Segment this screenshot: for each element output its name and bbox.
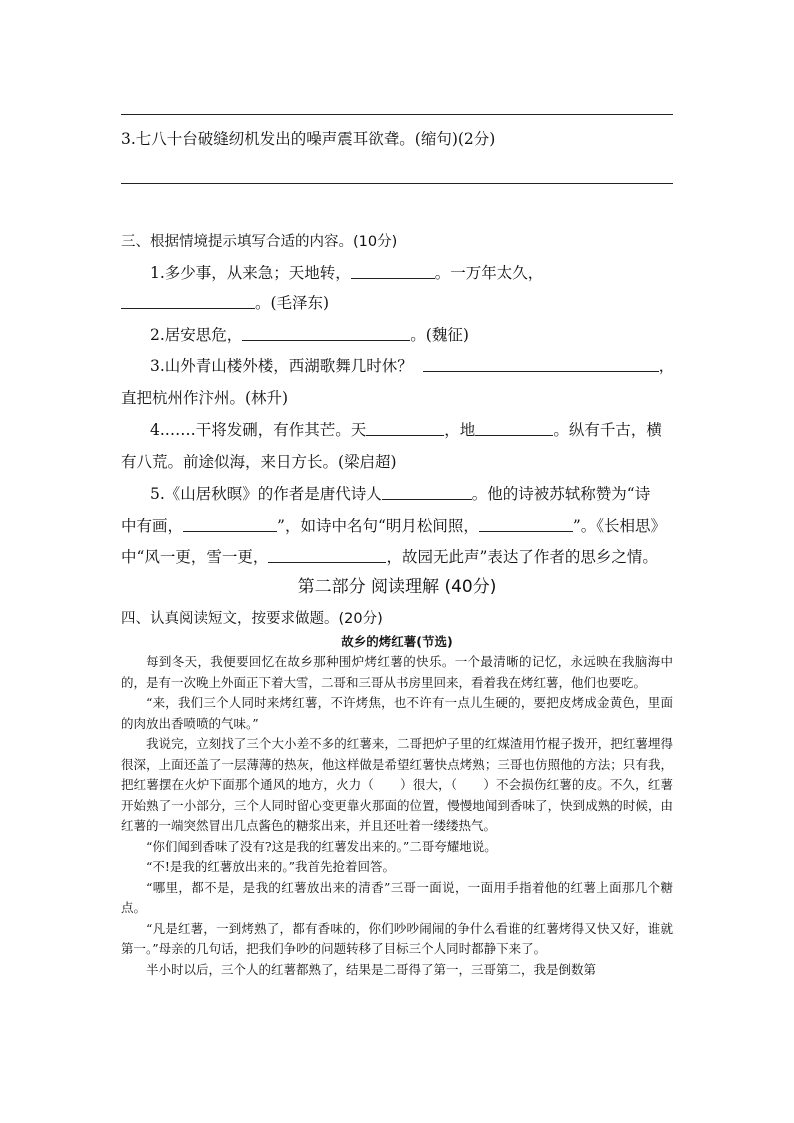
item-5-blank-2[interactable] bbox=[183, 517, 277, 532]
item-5-text-c: 中有画， bbox=[121, 517, 184, 535]
item-5-blank-1[interactable] bbox=[382, 485, 472, 500]
item-1-text-c: 。(毛泽东) bbox=[255, 294, 330, 312]
section-3-item-3-cont bbox=[121, 388, 288, 408]
item-5-text-f: 中“风一更，雪一更， bbox=[121, 548, 269, 566]
reading-passage bbox=[121, 652, 673, 980]
item-4-blank-1[interactable] bbox=[366, 421, 444, 436]
part-2-title: 第二部分 阅读理解 (40分) bbox=[297, 577, 497, 597]
item-5-blank-3[interactable] bbox=[479, 517, 573, 532]
passage-paragraph-3 bbox=[121, 734, 673, 837]
paragraph-3-text-a: 我说完，立刻找了三个大小差不多的红薯来，二哥把炉子里的红煤渣用竹棍子拨开，把红薯埋得很深，上面还盖了一层薄薄的热灰，他这样做是希望红薯快点烤熟；三哥也仿照他的方法；只有我，把红薯摆在火炉下面那个通风的地方，火力（ bbox=[121, 736, 673, 792]
item-1-blank-1[interactable] bbox=[351, 264, 435, 279]
question-3-text: 3.七八十台破缝纫机发出的噪声震耳欲聋。(缩句)(2分) bbox=[121, 130, 496, 148]
item-5-text-d: ”，如诗中名句“明月松间照， bbox=[277, 517, 479, 535]
item-2-text-b: 。(魏征) bbox=[410, 326, 469, 344]
item-3-text-a: 3.山外青山楼外楼，西湖歌舞几时休？ bbox=[150, 357, 413, 375]
section-3-heading: 三、根据情境提示填写合适的内容。(10分) bbox=[121, 234, 398, 250]
item-1-text-a: 1.多少事，从来急；天地转， bbox=[150, 264, 351, 282]
item-1-text-b: 。一万年太久， bbox=[434, 264, 544, 282]
passage-paragraph-2: “来，我们三个人同时来烤红薯，不许烤焦，也不许有一点儿生硬的，要把皮烤成金黄色，里面的肉放出香喷喷的气味。” bbox=[121, 695, 673, 731]
item-5-blank-4[interactable] bbox=[268, 548, 386, 563]
item-2-blank[interactable] bbox=[242, 326, 410, 341]
section-3-item-4 bbox=[150, 420, 662, 440]
item-3-text-b: ， bbox=[658, 357, 675, 375]
passage-paragraph-7: “凡是红薯，一到烤熟了，都有香味的，你们吵吵闹闹的争什么看谁的红薯烤得又快又好，谁就第一。”母亲的几句话，把我们争吵的问题转移了目标三个人同时都静下来了。 bbox=[121, 920, 673, 956]
paragraph-3-text-c: ）不会损伤红薯的皮。不久，红薯开始熟了一小部分，三个人同时留心变更靠火那面的位置，慢慢地闻到香味了，快到成熟的时候，由红薯的一端突然冒出几点酱色的糖浆出来，并且还吐着一缕缕热气。 bbox=[121, 777, 673, 833]
item-4-text-a: 4.……干将发硎，有作其芒。天 bbox=[150, 421, 367, 439]
section-3-item-5 bbox=[150, 484, 650, 504]
section-3-item-2 bbox=[150, 325, 469, 345]
section-3-item-5-cont2 bbox=[121, 547, 658, 567]
item-5-text-g: ，故园无此声”表达了作者的思乡之情。 bbox=[386, 548, 658, 566]
passage-paragraph-8: 半小时以后，三个人的红薯都熟了，结果是二哥得了第一，三哥第二，我是倒数第 bbox=[146, 961, 597, 977]
passage-paragraph-6: “哪里，都不是，是我的红薯放出来的清香”三哥一面说，一面用手指着他的红薯上面那几个糖点。 bbox=[121, 879, 673, 915]
answer-line-top[interactable] bbox=[121, 114, 673, 115]
item-2-text-a: 2.居安思危， bbox=[150, 326, 243, 344]
item-5-text-a: 5.《山居秋暝》的作者是唐代诗人 bbox=[150, 485, 382, 503]
section-3-item-3 bbox=[150, 356, 674, 376]
section-3-item-1 bbox=[150, 263, 543, 283]
item-1-blank-2[interactable] bbox=[121, 294, 255, 309]
passage-paragraph-5: “不!是我的红薯放出来的。”我首先抢着回答。 bbox=[146, 859, 396, 874]
passage-paragraph-1: 每到冬天，我便要回忆在故乡那种围炉烤红薯的快乐。一个最清晰的记忆，永远映在我脑海中的，是有一次晚上外面正下着大雪，二哥和三哥从书房里回来，看着我在烤红薯，他们也要吃。 bbox=[121, 654, 673, 690]
item-4-text-c: 。纵有千古，横 bbox=[553, 421, 662, 439]
item-4-text-d: 有八荒。前途似海，来日方长。(梁启超) bbox=[121, 453, 397, 471]
item-5-text-b: 。他的诗被苏轼称赞为“诗 bbox=[471, 485, 651, 503]
paragraph-3-text-b: ）很大，（ bbox=[400, 777, 458, 792]
item-3-blank[interactable] bbox=[423, 357, 659, 372]
section-3-item-1-cont bbox=[121, 293, 329, 313]
story-title: 故乡的烤红薯(节选) bbox=[341, 634, 453, 649]
item-5-text-e: ”。《长相思》 bbox=[572, 517, 667, 535]
section-3-item-5-cont bbox=[121, 516, 666, 536]
item-3-text-c: 直把杭州作汴州。(林升) bbox=[121, 389, 289, 407]
answer-line-question-3[interactable] bbox=[121, 183, 673, 184]
question-3-condense bbox=[121, 129, 495, 149]
passage-paragraph-4: “你们闻到香味了没有?这是我的红薯发出来的。”二哥夸耀地说。 bbox=[146, 838, 497, 854]
section-4-heading: 四、认真阅读短文，按要求做题。(20分) bbox=[121, 611, 383, 627]
item-4-blank-2[interactable] bbox=[475, 421, 553, 436]
item-4-text-b: ，地 bbox=[444, 421, 476, 439]
section-3-item-4-cont bbox=[121, 452, 397, 472]
